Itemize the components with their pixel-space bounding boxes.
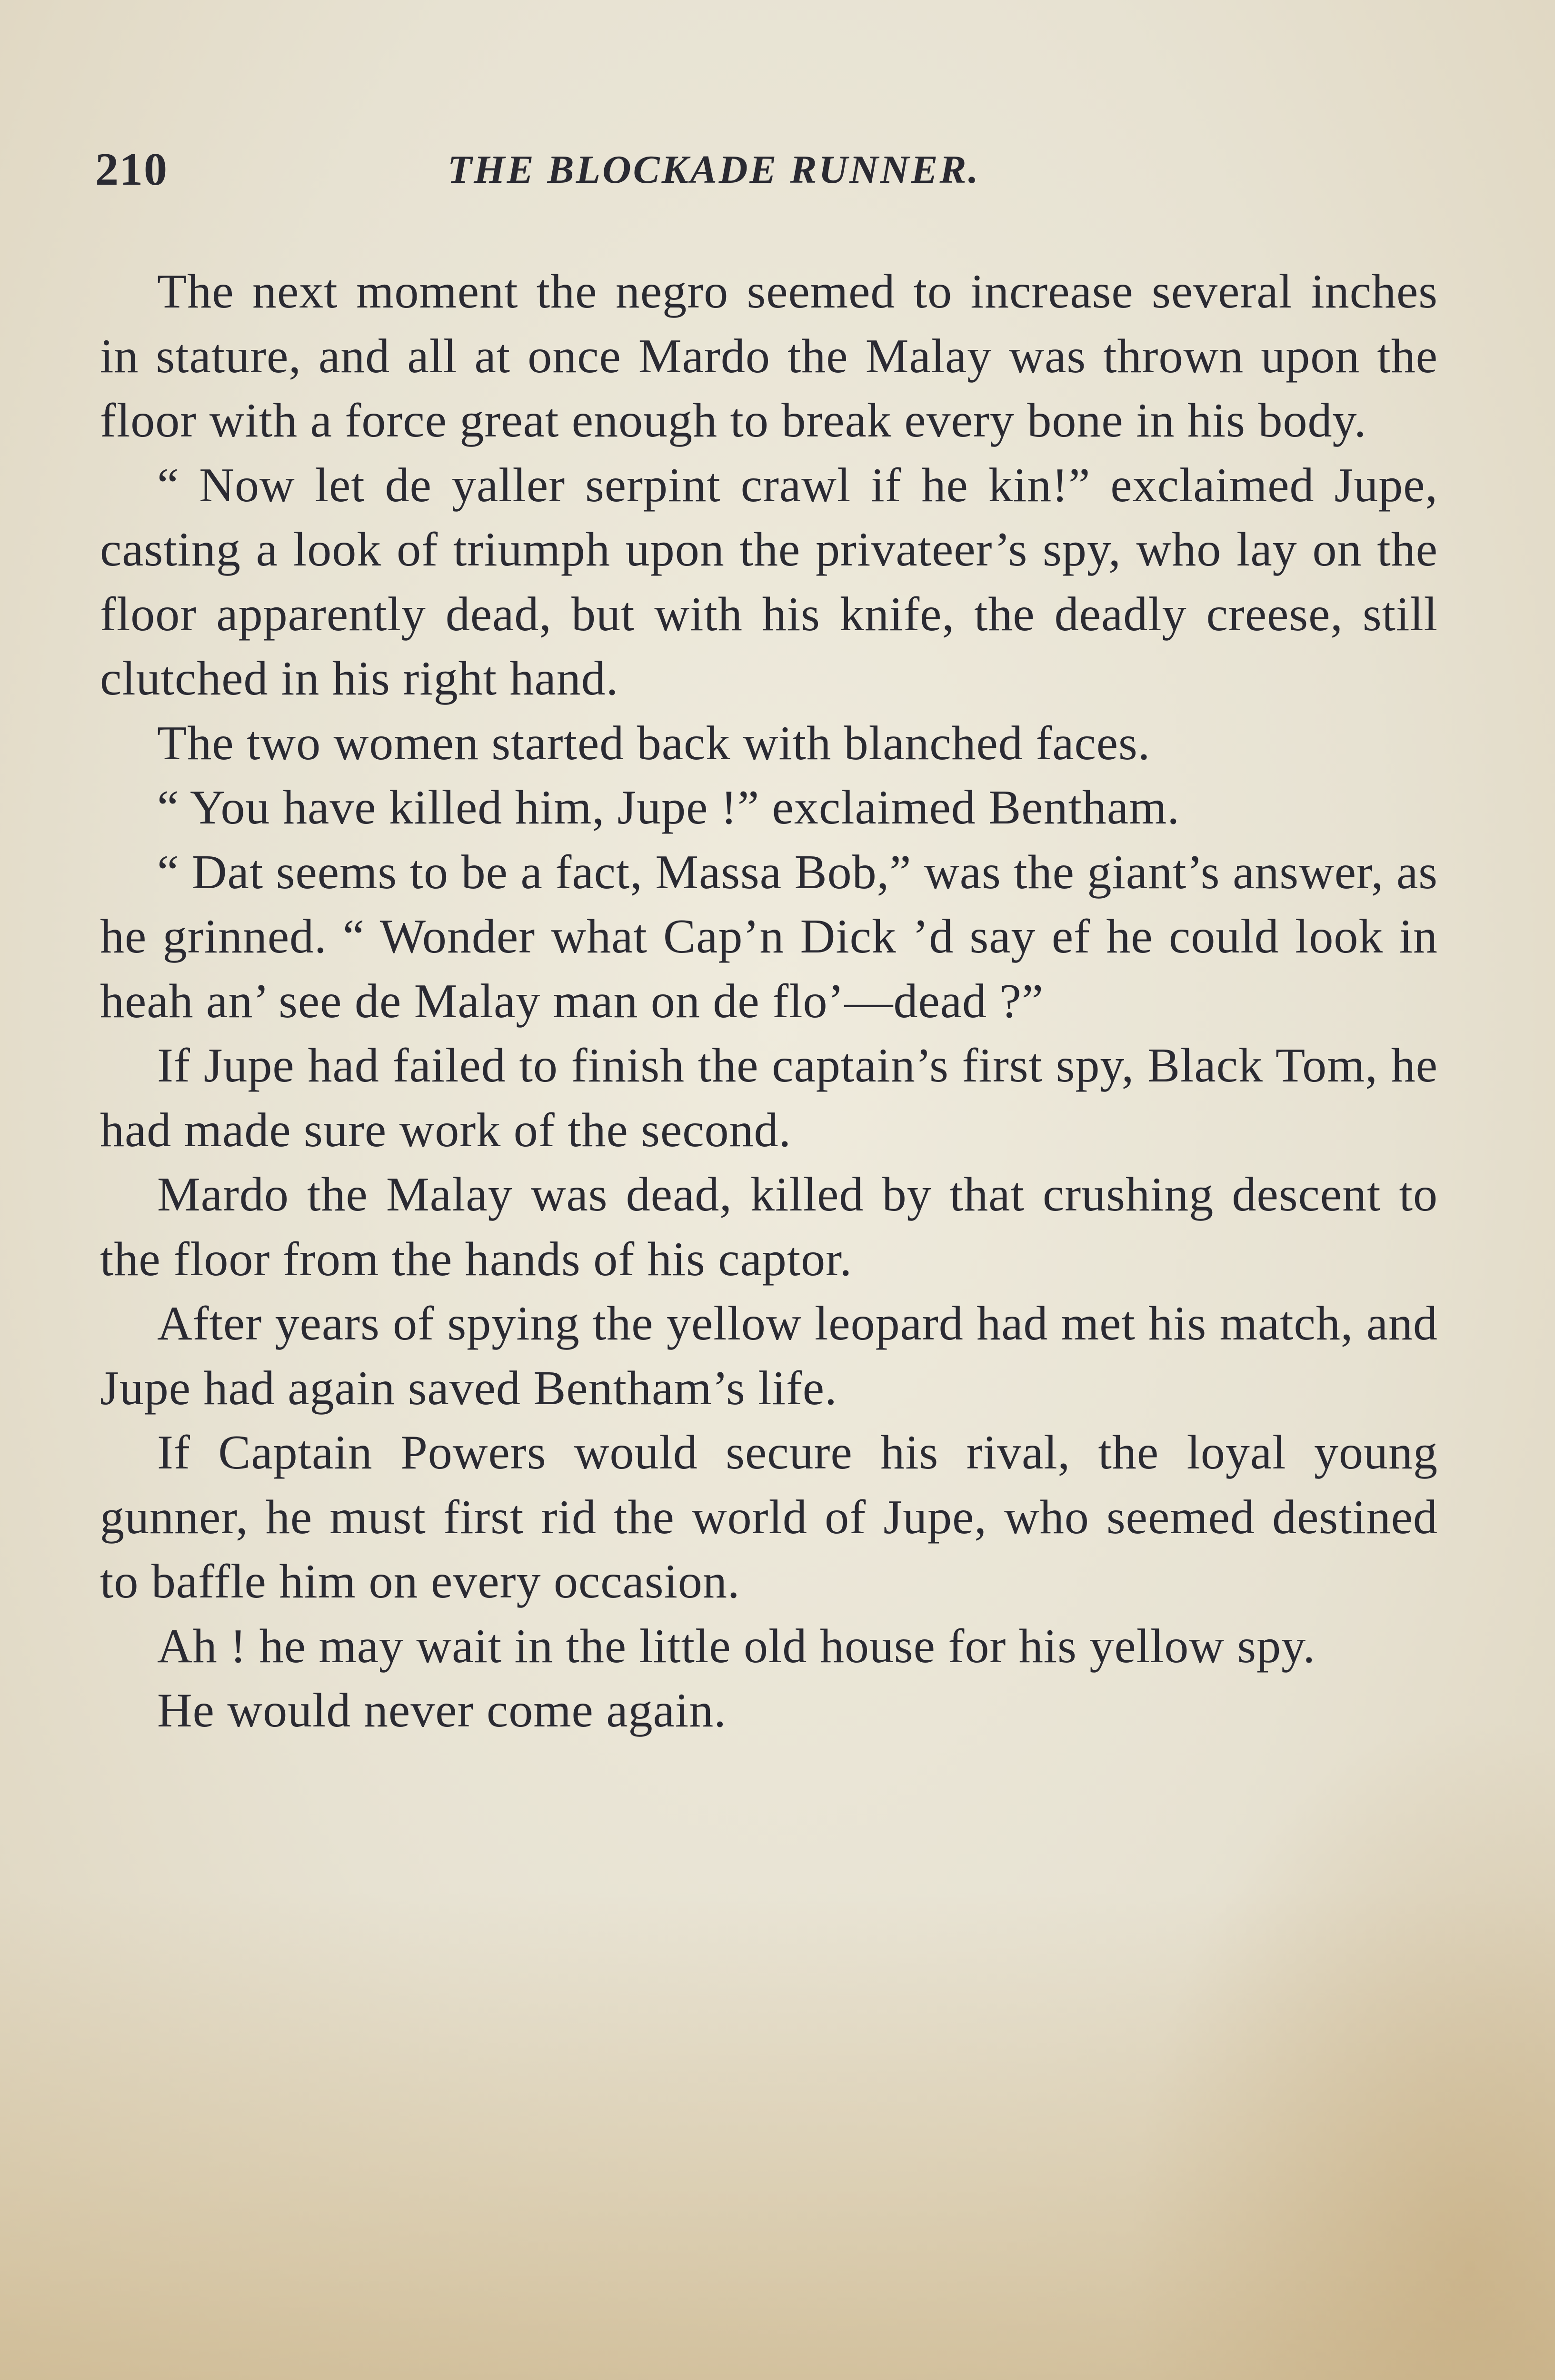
- paragraph: After years of spying the yellow leopard had met his match, and Jupe had again saved Bentham’s life.: [100, 1297, 1438, 1415]
- paragraph: The next moment the negro seemed to increase several inches in stature, and all at once Mardo the Malay was thrown upon the floor with a force great enough to break every bone in his body.: [100, 265, 1438, 447]
- page-number: 210: [95, 144, 168, 195]
- paragraph: The two women started back with blanched faces.: [157, 716, 1151, 770]
- running-head: THE BLOCKADE RUNNER.: [448, 148, 980, 192]
- page-header: [95, 143, 1466, 205]
- paragraph: Mardo the Malay was dead, killed by that crushing descent to the floor from the hands of his captor.: [100, 1168, 1438, 1286]
- paragraph: Ah ! he may wait in the little old house for his yellow spy.: [157, 1619, 1316, 1673]
- paper-stain: [0, 1892, 1555, 2380]
- body-text: [100, 259, 1438, 1743]
- paragraph: If Jupe had failed to finish the captain’s first spy, Black Tom, he had made sure work of the second.: [100, 1039, 1438, 1157]
- paragraph: “ You have killed him, Jupe !” exclaimed Bentham.: [157, 781, 1180, 834]
- paper-stain-corner: [1126, 1714, 1555, 2380]
- paragraph: “ Dat seems to be a fact, Massa Bob,” was the giant’s answer, as he grinned. “ Wonder what Cap’n Dick ’d say ef he could look in heah an’ see de Malay man on de flo’—dead ?”: [100, 845, 1438, 1028]
- paragraph: “ Now let de yaller serpint crawl if he kin!” exclaimed Jupe, casting a look of triumph upon the privateer’s spy, who lay on the floor apparently dead, but with his knife, the deadly creese, still clutched in his right hand.: [100, 458, 1438, 705]
- paragraph: If Captain Powers would secure his rival, the loyal young gunner, he must first rid the world of Jupe, who seemed destined to baffle him on every occasion.: [100, 1426, 1438, 1608]
- paragraph: He would never come again.: [157, 1684, 727, 1737]
